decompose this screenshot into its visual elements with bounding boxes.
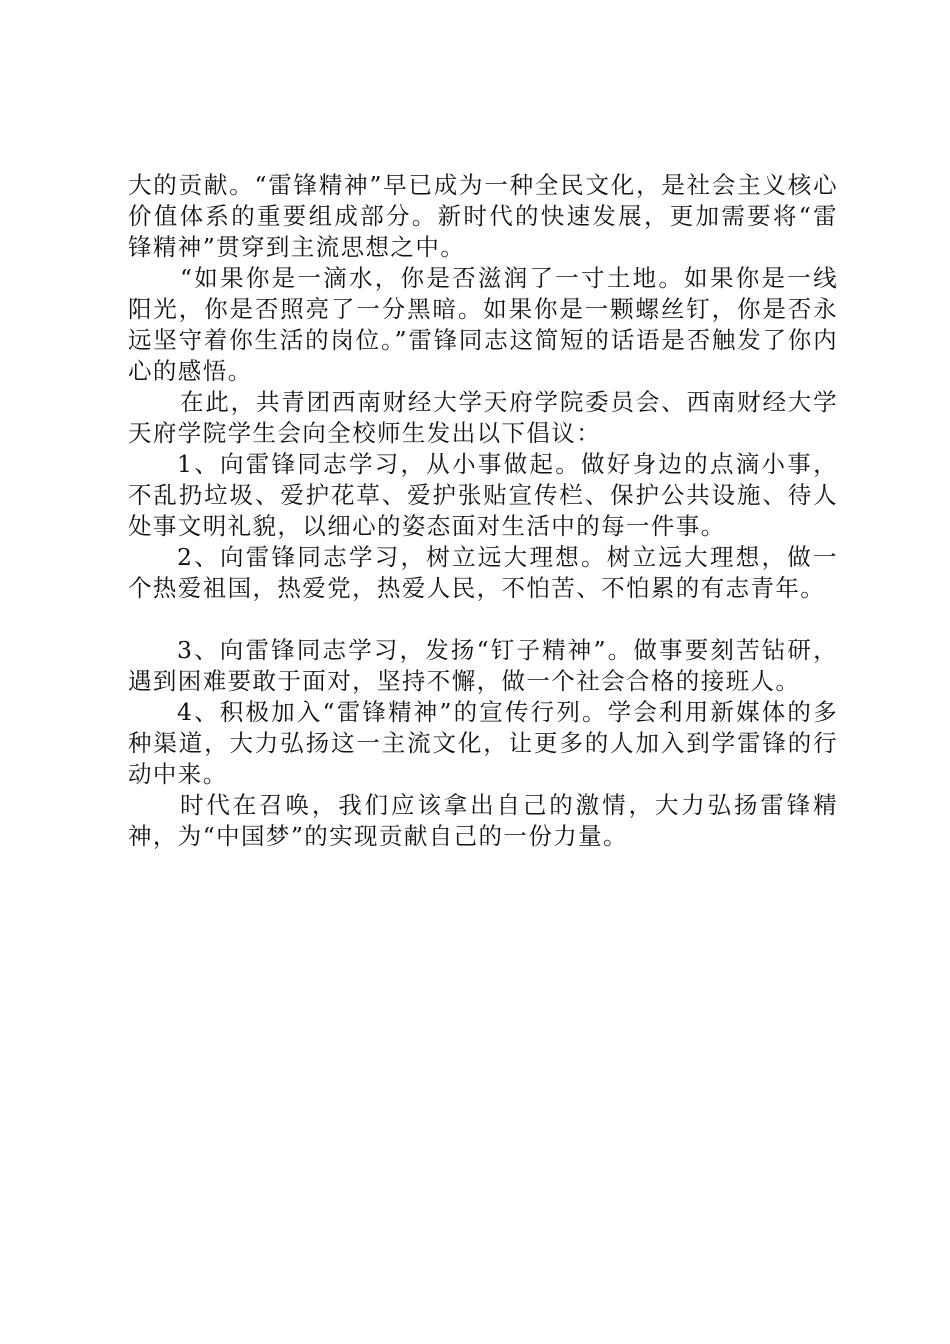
paragraph-contribution: 大的贡献。“雷锋精神”早已成为一种全民文化，是社会主义核心价值体系的重要组成部分。新时代的快速发展，更加需要将“雷锋精神”贯穿到主流思想之中。 (128, 171, 838, 261)
paragraph-closing: 时代在召唤，我们应该拿出自己的激情，大力弘扬雷锋精神，为“中国梦”的实现贡献自己的一份力量。 (128, 791, 838, 850)
document-body (128, 170, 838, 852)
proposal-item-3: 3、向雷锋同志学习，发扬“钉子精神”。做事要刻苦钻研，遇到困难要敢于面对，坚持不懈，做一个社会合格的接班人。 (128, 636, 838, 695)
proposal-item-2: 2、向雷锋同志学习，树立远大理想。树立远大理想，做一个热爱祖国，热爱党，热爱人民，不怕苦、不怕累的有志青年。 (128, 543, 838, 602)
proposal-item-1: 1、向雷锋同志学习，从小事做起。做好身边的点滴小事，不乱扔垃圾、爱护花草、爱护张贴宣传栏、保护公共设施、待人处事文明礼貌，以细心的姿态面对生活中的每一件事。 (128, 450, 838, 540)
paragraph-quote: “如果你是一滴水，你是否滋润了一寸土地。如果你是一线阳光，你是否照亮了一分黑暗。如果你是一颗螺丝钉，你是否永远坚守着你生活的岗位。”雷锋同志这简短的话语是否触发了你内心的感悟。 (128, 264, 838, 385)
proposal-item-4: 4、积极加入“雷锋精神”的宣传行列。学会利用新媒体的多种渠道，大力弘扬这一主流文化，让更多的人加入到学雷锋的行动中来。 (128, 698, 838, 788)
paragraph-proposal-intro: 在此，共青团西南财经大学天府学院委员会、西南财经大学天府学院学生会向全校师生发出以下倡议： (128, 388, 838, 447)
